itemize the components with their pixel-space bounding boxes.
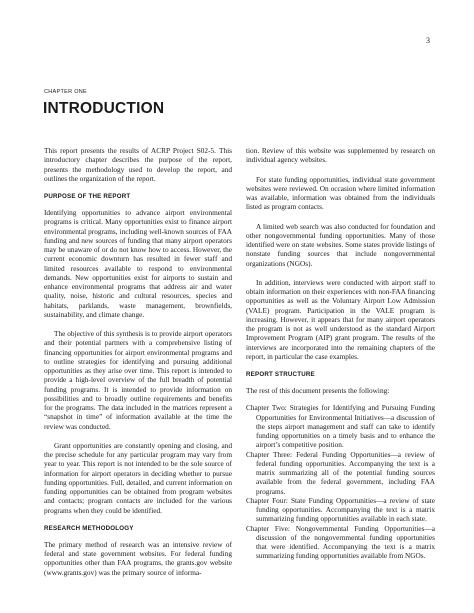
methodology-paragraph-2: For state funding opportunities, individual state government websites were reviewed. On occasion where limited information was available, information was obtained from the individuals listed as program contacts. <box>246 174 435 212</box>
right-column <box>246 146 435 561</box>
page-number: 3 <box>426 36 430 45</box>
structure-intro: The rest of this document presents the following: <box>246 386 390 395</box>
methodology-paragraph-4: In addition, interviews were conducted with airport staff to obtain information on their experiences with non-FAA financing opportunities as well as the Voluntary Airport Low Admission (VALE) program. Participation in the VALE program is increasing. However, it appears that for many airport operators the program is not as well understood as the standard Airport Improvement Program (AIP) grant program. The results of the interviews are incorporated into the remaining chapters of the report, in particular the case examples. <box>246 277 435 361</box>
intro-paragraph: This report presents the results of ACRP Project S02-5. This introductory chapter describes the purpose of the report, presents the methodology used to develop the report, and outlines the organization of the report. <box>44 146 232 183</box>
methodology-paragraph-3: A limited web search was also conducted for foundation and other nongovernmental funding opportunities. Many of those identified were on state websites. Some states provide listings of nonstate funding sources that include nongovernmental organizations (NGOs). <box>246 221 435 268</box>
purpose-heading: PURPOSE OF THE REPORT <box>44 193 131 200</box>
left-column <box>44 146 232 577</box>
chapter-label: CHAPTER ONE <box>44 89 88 95</box>
methodology-heading: RESEARCH METHODOLOGY <box>44 524 134 532</box>
chapter-five-entry: Chapter Five: Nongovernmental Funding Opportunities—a discussion of the nongovernmental funding opportunities that were identified. Accompanying the text is a matrix summarizing funding opportunities available from NGOs. <box>246 523 435 561</box>
purpose-paragraph-2: The objective of this synthesis is to provide airport operators and their potential partners with a comprehensive listing of financing opportunities for airport environmental programs and to outline strategies for identifying and pursuing additional opportunities as they arise over time. This report is intended to provide a high-level overview of the full breadth of potential funding programs. It is intended to provide information on possibilities and to broadly outline requirements and benefits for the programs. The data included in the matrices represent a “snapshot in time” of information available at the time the review was conducted. <box>44 329 232 431</box>
purpose-paragraph-3: Grant opportunities are constantly opening and closing, and the precise schedule for any particular program may vary from year to year. This report is not intended to be the sole source of information for airport operators in deciding whether to pursue funding opportunities. Full, detailed, and current information on funding opportunities can be obtained from program websites and contacts; program contacts are included for the various programs when they could be identified. <box>44 440 232 515</box>
chapter-two-entry: Chapter Two: Strategies for Identifying and Pursuing Funding Opportunities for Environmental Initiatives—a discussion of the steps airport management and staff can take to identify funding opportunities on a timely basis and to enhance the airport’s competitive position. <box>246 403 435 450</box>
chapter-three-entry: Chapter Three: Federal Funding Opportunities—a review of federal funding opportunities. Accompanying the text is a matrix summarizing all of the potential funding sources available from the federal government, including FAA programs. <box>246 449 435 496</box>
structure-heading: REPORT STRUCTURE <box>246 371 315 378</box>
chapter-title: INTRODUCTION <box>43 100 165 117</box>
methodology-paragraph-1: The primary method of research was an intensive review of federal and state government websites. For federal funding opportunities other than FAA programs, the grants.gov website (www.grants.gov) was the primary source of informa- <box>44 539 232 577</box>
purpose-paragraph-1: Identifying opportunities to advance airport environmental programs is critical. Many opportunities exist to finance airport environmental programs, including well-known sources of FAA funding and new sources of funding that many airport operators may be unaware of or do not know how to access. However, the current economic downturn has resulted in fewer staff and limited resources available to respond to environmental demands. New opportunities exist for airports to sustain and enhance environmental programs that address air and water quality, noise, historic and cultural resources, species and habitats, parklands, waste management, brownfields, sustainability, and climate change. <box>44 208 232 319</box>
chapter-four-entry: Chapter Four: State Funding Opportunities—a review of state funding opportunities. Accompanying the text is a matrix summarizing funding opportunities available in each state. <box>246 495 435 524</box>
methodology-continuation: tion. Review of this website was supplemented by research on individual agency websites. <box>246 146 435 165</box>
